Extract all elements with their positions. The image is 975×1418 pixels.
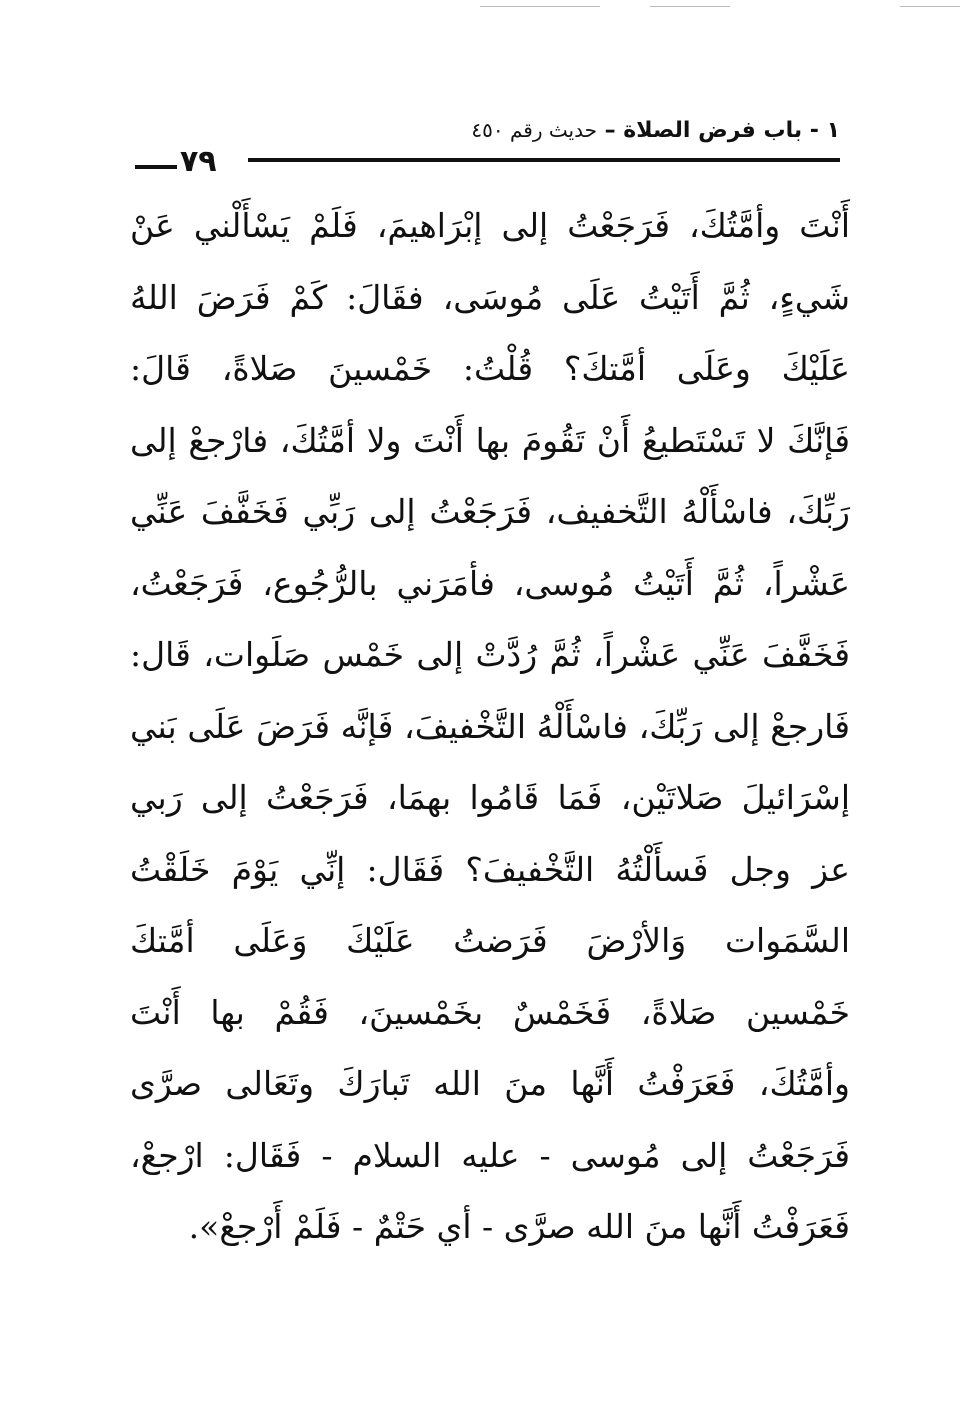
chapter-title: ١ - باب فرض الصلاة: [623, 118, 840, 143]
text-line: وأمَّتُكَ، فَعَرَفْتُ أَنَّها منَ الله تَبارَكَ وتَعَالى صرَّى: [130, 1064, 850, 1103]
text-line: شَيءٍ، ثُمَّ أَتَيْتُ عَلَى مُوسَى، فقَالَ: كَمْ فَرَضَ اللهُ: [130, 277, 850, 317]
text-line: فَرَجَعْتُ إلى مُوسى - عليه السلام - فَقَال: ارْجعْ،: [130, 1135, 850, 1175]
header-separator: –: [604, 118, 616, 143]
text-line: عَشْراً، ثُمَّ أَتَيْتُ مُوسى، فأمَرَني بالرُّجُوع، فَرَجَعْتُ،: [130, 563, 850, 603]
text-line-last: فَعَرَفْتُ أَنَّها منَ الله صرَّى - أي حَتْمٌ - فَلَمْ أَرْجعْ».: [188, 1207, 850, 1246]
scan-artifact-line: [480, 6, 600, 7]
hadith-number: حديث رقم ٤٥٠: [471, 118, 597, 142]
text-line: إسْرَائيلَ صَلاتَيْن، فَمَا قَامُوا بهمَا، فَرَجَعْتُ إلى رَبي: [130, 778, 850, 817]
scan-artifact-line: [900, 6, 960, 7]
page-number: ٧٩: [180, 144, 217, 179]
text-line: فَارجعْ إلى رَبِّكَ، فاسْأَلْهُ التَّخْفيفَ، فَإنَّه فَرَضَ عَلَى بَني: [130, 706, 850, 746]
header-rule-short: [135, 165, 177, 169]
text-line: خَمْسين صَلاةً، فَخَمْسٌ بخَمْسينَ، فَقُمْ بها أَنْتَ: [130, 992, 850, 1032]
text-line: فَإنَّكَ لا تَسْتَطيعُ أَنْ تَقُومَ بها أَنْتَ ولا أمَّتُكَ، فارْجعْ إلى: [130, 420, 850, 460]
header-rule: [248, 158, 840, 162]
text-line: أَنْتَ وأمَّتُكَ، فَرَجَعْتُ إلى إبْرَاهيمَ، فَلَمْ يَسْأَلْني عَنْ: [130, 206, 850, 245]
scan-artifact-line: [650, 6, 730, 7]
text-line: فَخَفَّفَ عَنِّي عَشْراً، ثُمَّ رُدَّتْ إلى خَمْس صَلَوات، قَال:: [130, 635, 850, 674]
text-line: رَبِّكَ، فاسْأَلْهُ التَّخفيف، فَرَجَعْتُ إلى رَبِّي فَخَفَّفَ عَنِّي: [130, 492, 850, 531]
text-line: عز وجل فَسأَلْتُهُ التَّخْفيفَ؟ فَقَال: إنِّي يَوْمَ خَلَقْتُ: [130, 849, 850, 889]
chapter-heading: [471, 118, 840, 143]
text-line: السَّمَوات وَالأرْضَ فَرَضتُ عَلَيْكَ وَعَلَى أمَّتكَ: [130, 921, 850, 960]
text-line: عَلَيْكَ وعَلَى أمَّتكَ؟ قُلْتُ: خَمْسينَ صَلاةً، قَالَ:: [130, 349, 850, 388]
running-header: [120, 118, 840, 178]
hadith-body-text: [130, 190, 850, 1263]
